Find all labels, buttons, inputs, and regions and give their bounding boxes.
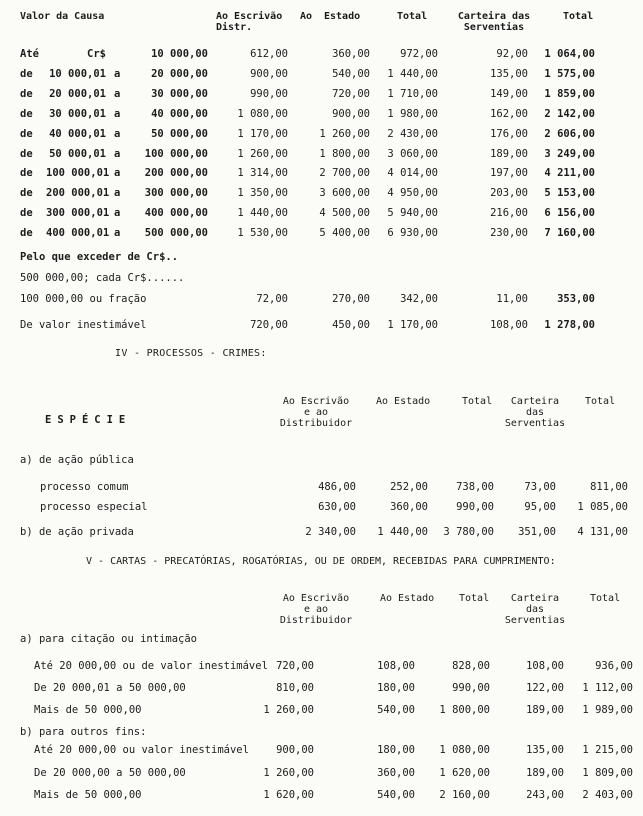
- carteira-value: 203,00: [490, 187, 528, 199]
- total2-value: 7 160,00: [544, 227, 595, 239]
- total2-value: 3 249,00: [544, 148, 595, 160]
- carteira-value: 189,00: [490, 148, 528, 160]
- excess-estado: 270,00: [332, 293, 370, 305]
- estado-value: 540,00: [332, 68, 370, 80]
- range-sep: a: [114, 207, 121, 219]
- s5-escrivao-value: 720,00: [276, 660, 314, 672]
- s4-total2-value: 1 085,00: [577, 501, 628, 513]
- total-header: Total: [397, 11, 428, 22]
- b-estado-value: 1 440,00: [377, 526, 428, 538]
- total2-value: 1 859,00: [544, 88, 595, 100]
- s4-escrivao-header: [276, 396, 356, 429]
- inestimavel-total2: 1 278,00: [544, 319, 595, 331]
- s4-total-value: 738,00: [456, 481, 494, 493]
- carteira-header-line2: Serventias: [463, 22, 525, 33]
- s4-estado-value: 252,00: [390, 481, 428, 493]
- escrivao-header: [216, 11, 282, 33]
- s5-carteira-line1: Carteira: [510, 593, 560, 604]
- crime-process-label: processo comum: [40, 481, 129, 493]
- s5-total-value: 2 160,00: [439, 789, 490, 801]
- range-to: 10 000,00: [151, 48, 208, 60]
- excess-escrivao: 72,00: [256, 293, 288, 305]
- range-prefix: de: [20, 148, 33, 160]
- inestimavel-carteira: 108,00: [490, 319, 528, 331]
- inestimavel-label: De valor inestimável: [20, 319, 147, 331]
- range-to: 40 000,00: [151, 108, 208, 120]
- s5-total-value: 1 800,00: [439, 704, 490, 716]
- range-sep: a: [114, 108, 121, 120]
- excess-line2: 500 000,00; cada Cr$......: [20, 272, 185, 284]
- b-total-value: 3 780,00: [443, 526, 494, 538]
- carta-range-label: Até 20 000,00 ou valor inestimável: [34, 744, 249, 756]
- range-sep: a: [114, 128, 121, 140]
- s5-total2-value: 1 989,00: [582, 704, 633, 716]
- total-value: 972,00: [400, 48, 438, 60]
- s5-total2-value: 1 809,00: [582, 767, 633, 779]
- escrivao-value: 1 260,00: [237, 148, 288, 160]
- estado-value: 2 700,00: [319, 167, 370, 179]
- range-from: 40 000,01: [49, 128, 106, 140]
- especie-heading: ESPÉCIE: [45, 414, 132, 426]
- range-prefix: de: [20, 167, 33, 179]
- range-prefix: Até: [20, 48, 39, 60]
- range-prefix: de: [20, 187, 33, 199]
- s4-total2-header: Total: [585, 396, 616, 407]
- s4-carteira-line1: Carteira: [510, 396, 560, 407]
- s5-escrivao-line1: Ao Escrivão: [282, 593, 350, 604]
- s5-escrivao-value: 1 260,00: [263, 767, 314, 779]
- excess-total2: 353,00: [557, 293, 595, 305]
- inestimavel-estado: 450,00: [332, 319, 370, 331]
- s5-estado-value: 108,00: [377, 660, 415, 672]
- range-from: 20 000,01: [49, 88, 106, 100]
- carta-range-label: Até 20 000,00 ou de valor inestimável: [34, 660, 268, 672]
- escrivao-value: 612,00: [250, 48, 288, 60]
- carteira-value: 149,00: [490, 88, 528, 100]
- escrivao-header-line1: Ao Escrivão: [216, 11, 283, 22]
- range-to: 500 000,00: [144, 227, 208, 239]
- carteira-header: [444, 11, 544, 33]
- s5-total-value: 1 620,00: [439, 767, 490, 779]
- s5-escrivao-value: 900,00: [276, 744, 314, 756]
- s4-escrivao-line1: Ao Escrivão: [282, 396, 350, 407]
- s5-carteira-value: 122,00: [526, 682, 564, 694]
- total2-value: 2 606,00: [544, 128, 595, 140]
- escrivao-value: 1 170,00: [237, 128, 288, 140]
- range-to: 50 000,00: [151, 128, 208, 140]
- total2-value: 5 153,00: [544, 187, 595, 199]
- total2-value: 1 575,00: [544, 68, 595, 80]
- ao-header: Ao: [300, 11, 313, 22]
- estado-value: 5 400,00: [319, 227, 370, 239]
- s5-carteira-value: 135,00: [526, 744, 564, 756]
- s4-carteira-value: 73,00: [524, 481, 556, 493]
- s4-a-label: a) de ação pública: [20, 454, 134, 466]
- inestimavel-total: 1 170,00: [387, 319, 438, 331]
- range-from: 30 000,01: [49, 108, 106, 120]
- s4-estado-value: 360,00: [390, 501, 428, 513]
- s5-total2-value: 1 112,00: [582, 682, 633, 694]
- estado-value: 900,00: [332, 108, 370, 120]
- carta-range-label: De 20 000,01 a 50 000,00: [34, 682, 186, 694]
- section5-title: V - CARTAS - PRECATÓRIAS, ROGATÓRIAS, OU DE ORDEM, RECEBIDAS PARA CUMPRIMENTO:: [86, 556, 556, 567]
- s5-estado-value: 180,00: [377, 682, 415, 694]
- total-value: 1 710,00: [387, 88, 438, 100]
- carteira-value: 216,00: [490, 207, 528, 219]
- range-sep: a: [114, 167, 121, 179]
- b-total2-value: 4 131,00: [577, 526, 628, 538]
- s5-escrivao-value: 1 620,00: [263, 789, 314, 801]
- s4-total-value: 990,00: [456, 501, 494, 513]
- range-from: 400 000,01: [46, 227, 110, 239]
- s5-escrivao-line2: e ao: [303, 604, 329, 615]
- s5-total-value: 1 080,00: [439, 744, 490, 756]
- s5-carteira-value: 243,00: [526, 789, 564, 801]
- s5-total2-value: 2 403,00: [582, 789, 633, 801]
- range-from: 300 000,01: [46, 207, 110, 219]
- carteira-value: 92,00: [496, 48, 528, 60]
- total2-value: 6 156,00: [544, 207, 595, 219]
- range-prefix: de: [20, 207, 33, 219]
- escrivao-value: 900,00: [250, 68, 288, 80]
- s4-escrivao-line2: e ao: [303, 407, 329, 418]
- range-to: 100 000,00: [144, 148, 208, 160]
- s4-total-header: Total: [462, 396, 493, 407]
- s5-carteira-header: [500, 593, 570, 626]
- estado-value: 1 800,00: [319, 148, 370, 160]
- carta-range-label: Mais de 50 000,00: [34, 789, 142, 801]
- range-prefix: de: [20, 128, 33, 140]
- range-prefix: de: [20, 227, 33, 239]
- total2-value: 1 064,00: [544, 48, 595, 60]
- s4-estado-header: Ao Estado: [376, 396, 431, 407]
- s4-carteira-line2: das: [525, 407, 545, 418]
- carteira-value: 135,00: [490, 68, 528, 80]
- escrivao-header-line2: Distr.: [216, 22, 253, 33]
- s4-escrivao-value: 486,00: [318, 481, 356, 493]
- range-from: 100 000,01: [46, 167, 110, 179]
- total-value: 4 014,00: [387, 167, 438, 179]
- excess-line1: Pelo que exceder de Cr$..: [20, 251, 179, 263]
- total-value: 5 940,00: [387, 207, 438, 219]
- s5-total-header: Total: [459, 593, 490, 604]
- escrivao-value: 1 314,00: [237, 167, 288, 179]
- range-sep: a: [114, 148, 121, 160]
- total2-value: 4 211,00: [544, 167, 595, 179]
- s5-estado-value: 180,00: [377, 744, 415, 756]
- b-acao-privada-label: b) de ação privada: [20, 526, 134, 538]
- s5-escrivao-value: 810,00: [276, 682, 314, 694]
- b-carteira-value: 351,00: [518, 526, 556, 538]
- range-from: Cr$: [87, 48, 106, 60]
- range-to: 400 000,00: [144, 207, 208, 219]
- range-to: 30 000,00: [151, 88, 208, 100]
- excess-total: 342,00: [400, 293, 438, 305]
- range-prefix: de: [20, 68, 33, 80]
- total-value: 3 060,00: [387, 148, 438, 160]
- carteira-header-line1: Carteira das: [457, 11, 531, 22]
- s4-escrivao-line3: Distribuidor: [279, 418, 353, 429]
- range-prefix: de: [20, 88, 33, 100]
- s5-escrivao-value: 1 260,00: [263, 704, 314, 716]
- section4-title: IV - PROCESSOS - CRIMES:: [115, 348, 267, 359]
- s5-escrivao-line3: Distribuidor: [279, 615, 353, 626]
- estado-value: 3 600,00: [319, 187, 370, 199]
- carteira-value: 162,00: [490, 108, 528, 120]
- crime-process-label: processo especial: [40, 501, 148, 513]
- range-sep: a: [114, 68, 121, 80]
- s5-carteira-line2: das: [525, 604, 545, 615]
- s4-total2-value: 811,00: [590, 481, 628, 493]
- s5-total2-value: 1 215,00: [582, 744, 633, 756]
- s4-carteira-header: [500, 396, 570, 429]
- escrivao-value: 990,00: [250, 88, 288, 100]
- excess-line3: 100 000,00 ou fração: [20, 293, 147, 305]
- s4-carteira-line3: Serventias: [504, 418, 566, 429]
- estado-value: 1 260,00: [319, 128, 370, 140]
- range-from: 10 000,01: [49, 68, 106, 80]
- s5-total2-value: 936,00: [595, 660, 633, 672]
- total-value: 6 930,00: [387, 227, 438, 239]
- estado-value: 360,00: [332, 48, 370, 60]
- s5-escrivao-header: [276, 593, 356, 626]
- valor-causa-header: Valor da Causa: [20, 11, 105, 22]
- b-escrivao-value: 2 340,00: [305, 526, 356, 538]
- inestimavel-escrivao: 720,00: [250, 319, 288, 331]
- carta-range-label: De 20 000,00 a 50 000,00: [34, 767, 186, 779]
- escrivao-value: 1 080,00: [237, 108, 288, 120]
- range-to: 200 000,00: [144, 167, 208, 179]
- carteira-value: 230,00: [490, 227, 528, 239]
- s5-b-label: b) para outros fins:: [20, 726, 147, 738]
- s5-carteira-value: 108,00: [526, 660, 564, 672]
- range-sep: a: [114, 88, 121, 100]
- range-from: 200 000,01: [46, 187, 110, 199]
- escrivao-value: 1 530,00: [237, 227, 288, 239]
- estado-value: 4 500,00: [319, 207, 370, 219]
- s5-carteira-line3: Serventias: [504, 615, 566, 626]
- total2-value: 2 142,00: [544, 108, 595, 120]
- range-sep: a: [114, 227, 121, 239]
- estado-value: 720,00: [332, 88, 370, 100]
- s5-a-label: a) para citação ou intimação: [20, 633, 198, 645]
- range-prefix: de: [20, 108, 33, 120]
- s5-carteira-value: 189,00: [526, 767, 564, 779]
- range-from: 50 000,01: [49, 148, 106, 160]
- total-value: 2 430,00: [387, 128, 438, 140]
- total2-header: Total: [563, 11, 594, 22]
- carteira-value: 176,00: [490, 128, 528, 140]
- total-value: 4 950,00: [387, 187, 438, 199]
- carteira-value: 197,00: [490, 167, 528, 179]
- s5-estado-value: 540,00: [377, 704, 415, 716]
- s5-total2-header: Total: [590, 593, 621, 604]
- s5-total-value: 828,00: [452, 660, 490, 672]
- estado-header: Estado: [324, 11, 361, 22]
- carta-range-label: Mais de 50 000,00: [34, 704, 142, 716]
- range-to: 300 000,00: [144, 187, 208, 199]
- s5-carteira-value: 189,00: [526, 704, 564, 716]
- s5-estado-header: Ao Estado: [380, 593, 435, 604]
- s4-escrivao-value: 630,00: [318, 501, 356, 513]
- s5-total-value: 990,00: [452, 682, 490, 694]
- total-value: 1 980,00: [387, 108, 438, 120]
- escrivao-value: 1 350,00: [237, 187, 288, 199]
- s5-estado-value: 540,00: [377, 789, 415, 801]
- range-sep: a: [114, 187, 121, 199]
- s4-carteira-value: 95,00: [524, 501, 556, 513]
- range-to: 20 000,00: [151, 68, 208, 80]
- excess-carteira: 11,00: [496, 293, 528, 305]
- total-value: 1 440,00: [387, 68, 438, 80]
- s5-estado-value: 360,00: [377, 767, 415, 779]
- escrivao-value: 1 440,00: [237, 207, 288, 219]
